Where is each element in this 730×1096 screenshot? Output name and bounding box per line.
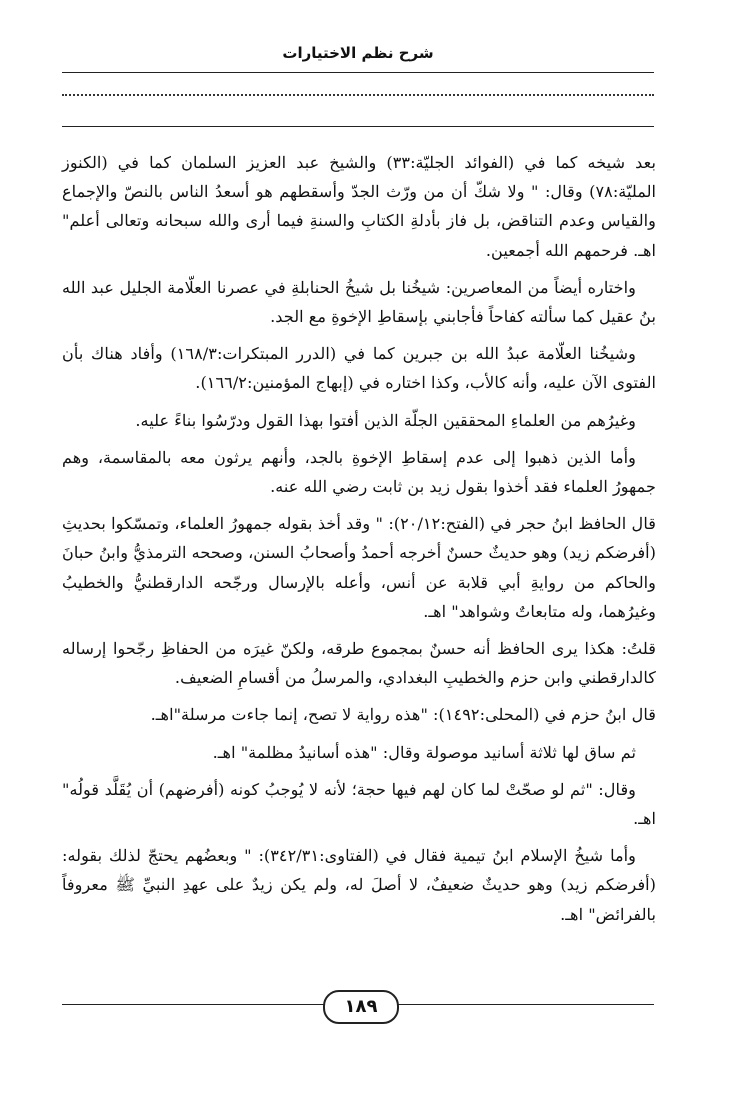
paragraph: بعد شيخه كما في (الفوائد الجليّة:٣٣) والشيخ عبد العزيز السلمان كما في (الكنوز المليّة:٧٨) وقال: " ولا شكّ أن من ورّث الجدّ وأسقطهم هو أسعدُ الناس بالنصّ والإجماع والقياس وعدم التناقض، بل فاز بأدلةِ الكتابِ والسنةِ فيما أرى والله سبحانه وتعالى أعلم" اهـ. فرحمهم الله أجمعين. <box>62 153 656 260</box>
paragraph: وأما الذين ذهبوا إلى عدم إسقاطِ الإخوةِ بالجد، وأنهم يرثون معه بالمقاسمة، وهم جمهورُ العلماء فقد أخذوا بقول زيد بن ثابت رضي الله عنه. <box>62 447 656 497</box>
paragraph: وشيخُنا العلّامة عبدُ الله بن جبرين كما في (الدرر المبتكرات:١٦٨/٣) وأفاد هناك بأن الفتوى الآن عليه، وأنه كالأب، وكذا اختاره في (إبهاج المؤمنين:١٦٦/٢). <box>62 344 656 393</box>
paragraph: قال الحافظ ابنُ حجر في (الفتح:٢٠/١٢): " وقد أخذ بقوله جمهورُ العلماء، وتمسّكوا بحديثِ (أفرضكم زيد) وهو حديثٌ حسنٌ أخرجه أحمدُ وأصحابُ السنن، وصححه الترمذيُّ وابنُ حبانَ والحاكم من روايةِ أبي قلابة عن أنس، وأعله بالإرسال ورجّحه الدارقطنيُّ والخطيبُ وغيرُهما، وله متابعاتٌ وشواهد" اهـ. <box>62 514 656 621</box>
header-rule <box>62 72 654 73</box>
paragraph: ثم ساق لها ثلاثة أسانيد موصولة وقال: "هذه أسانيدُ مظلمة" اهـ. <box>212 742 636 762</box>
paragraph: وغيرُهم من العلماءِ المحققين الجلّة الذين أفتوا بهذا القول ودرّسُوا بناءً عليه. <box>135 410 636 430</box>
paragraph: وأما شيخُ الإسلام ابنُ تيمية فقال في (الفتاوى:٣٤٢/٣١): " وبعضُهم يحتجّ لذلك بقوله: (أفرضكم زيد) وهو حديثٌ ضعيفٌ، لا أصلَ له، ولم يكن زيدٌ على عهدِ النبيِّ ﷺ معروفاً بالفرائض" اهـ. <box>62 846 656 924</box>
header-rule-lower <box>62 126 654 127</box>
body-text <box>62 148 656 937</box>
paragraph: قال ابنُ حزم في (المحلى:١٤٩٢): "هذه رواية لا تصح، إنما جاءت مرسلة"اهـ. <box>150 705 656 725</box>
dotted-separator <box>62 94 654 96</box>
running-header: شرح نظم الاختيارات <box>282 44 434 62</box>
page-number: ١٨٩ <box>323 990 399 1024</box>
paragraph: وقال: "ثم لو صحّتْ لما كان لهم فيها حجة؛ لأنه لا يُوجبُ كونه (أفرضهم) أن يُقَلَّد قولُه" اهـ. <box>62 779 656 829</box>
paragraph: قلتُ: هكذا يرى الحافظ أنه حسنٌ بمجموع طرقه، ولكنّ غيرَه من الحفاظِ رجّحوا إرساله كالدارقطني وابن حزم والخطيبِ البغدادي، والمرسلُ من أقسامِ الضعيف. <box>62 639 656 688</box>
paragraph: واختاره أيضاً من المعاصرين: شيخُنا بل شيخُ الحنابلةِ في عصرنا العلّامة الجليل عبد الله بنُ عقيل كما سألته كفاحاً فأجابني بإسقاطِ الإخوةِ مع الجد. <box>62 277 656 327</box>
